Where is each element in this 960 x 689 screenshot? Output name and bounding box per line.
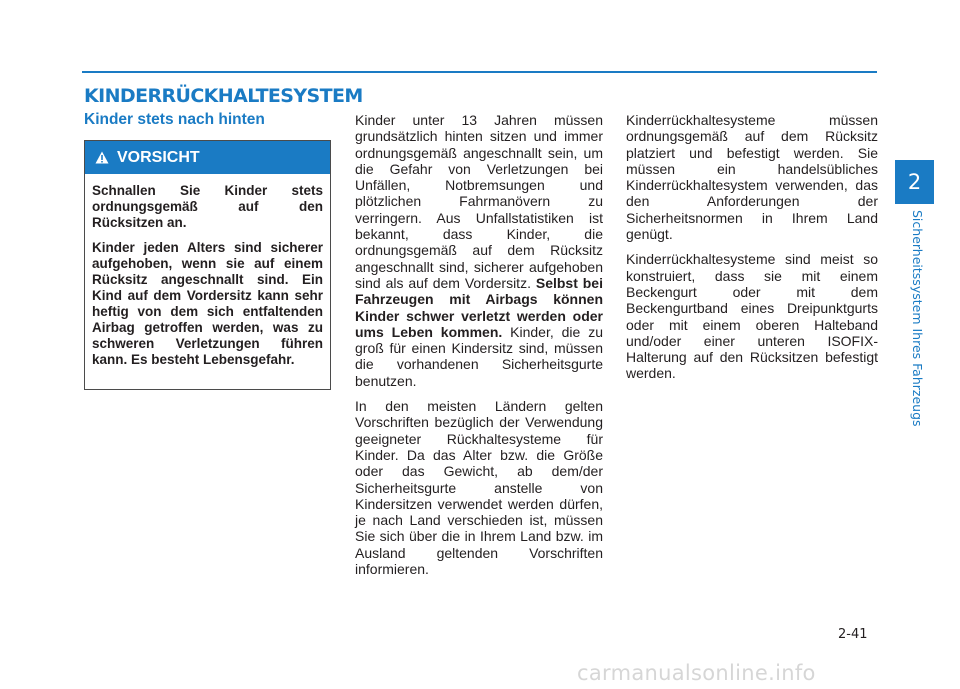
body-paragraph: In den meisten Ländern gelten Vorschriften bezüglich der Verwendung geeigneter Rückhaltesysteme für Kinder. Da das Alter bzw. die Größe oder das Gewicht, ab dem/der Sicherheitsgurte anstelle von Kindersitzen verwendet werden dürfen, je nach Land verschieden ist, müssen Sie sich über die in Ihrem Land bzw. im Ausland geltenden Vorschriften informieren. (355, 398, 603, 578)
caution-body (85, 174, 330, 368)
body-text: Kinder unter 13 Jahren müssen grundsätzlich hinten sitzen und immer ordnungsgemäß angeschnallt sein, um die Gefahr von Verletzungen bei Unfällen, Notbremsungen und plötzlichen Fahrmanövern zu verringern. Aus Unfallstatistiken ist bekannt, dass Kinder, die ordnungsgemäß auf dem Rücksitz angeschnallt sind, sicherer aufgehoben sind als auf dem Vordersitz. (355, 112, 603, 291)
body-column-middle (355, 112, 603, 586)
caution-header (85, 141, 330, 174)
page-number: 2-41 (838, 627, 868, 642)
body-text-emphasis: Selbst bei Fahrzeugen mit Airbags können Kinder schwer verletzt werden oder ums Leben kommen. (355, 274, 603, 340)
warning-triangle-icon (95, 151, 109, 164)
caution-paragraph: Kinder jeden Alters sind sicherer aufgehoben, wenn sie auf einem Rücksitz angeschnallt sind. Ein Kind auf dem Vordersitz kann sehr heftig von dem sich entfaltenden Airbag getroffen werden, was zu schweren Verletzungen führen kann. Es besteht Lebensgefahr. (92, 240, 323, 367)
caution-paragraph: Schnallen Sie Kinder stets ordnungsgemäß auf den Rücksitzen an. (92, 183, 323, 230)
body-column-right (626, 112, 878, 391)
chapter-title: Sicherheitssystem Ihres Fahrzeugs (910, 210, 925, 427)
caution-box (84, 140, 331, 390)
section-title: KINDERRÜCKHALTESYSTEM (84, 85, 363, 107)
body-text: Kinder, die zu groß für einen Kindersitz sind, müssen die vorhandenen Sicherheitsgurte benutzen. (355, 323, 603, 389)
body-paragraph (355, 112, 603, 389)
subsection-title: Kinder stets nach hinten (84, 111, 265, 128)
body-paragraph: Kinderrückhaltesysteme müssen ordnungsgemäß auf dem Rücksitz platziert und befestigt werden. Sie müssen ein handelsübliches Kinderrückhaltesystem verwenden, das den Anforderungen der Sicherheitsnormen in Ihrem Land genügt. (626, 112, 878, 243)
top-rule (82, 71, 877, 73)
body-paragraph: Kinderrückhaltesysteme sind meist so konstruiert, dass sie mit einem Beckengurt oder mit dem Beckengurtband eines Dreipunktgurts oder mit einem oberen Halteband und/oder einer unteren ISOFIX-Halterung auf den Rücksitzen befestigt werden. (626, 251, 878, 382)
caution-label: VORSICHT (117, 148, 200, 166)
watermark: carmanualsonline.info (577, 661, 816, 685)
chapter-tab: 2 (895, 160, 934, 204)
